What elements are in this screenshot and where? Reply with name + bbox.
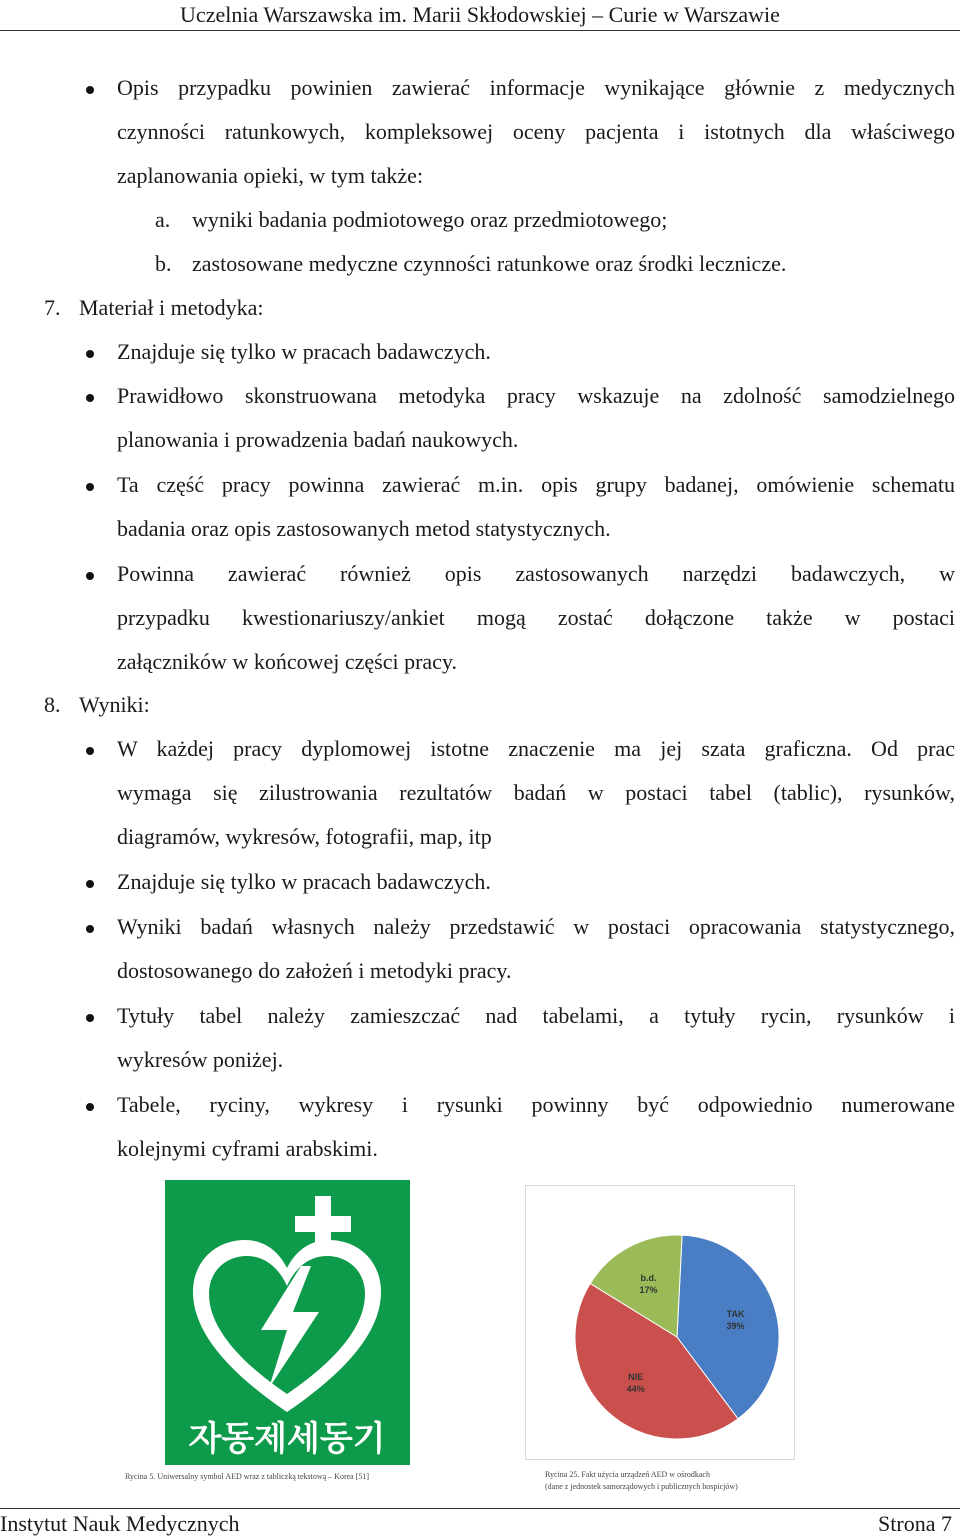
- bullet-dot: [86, 880, 94, 888]
- text-line: Znajduje się tylko w pracach badawczych.: [117, 869, 491, 894]
- bullet-dot: [86, 350, 94, 358]
- text-line: Tytuły tabel należy zamieszczać nad tabelami, a tytuły rycin, rysunków i: [117, 1003, 955, 1028]
- figure-caption-right-2: (dane z jednostek samorządowych i publicznych hospicjów): [545, 1482, 738, 1491]
- bullet-dot: [86, 394, 94, 402]
- text-line: załączników w końcowej części pracy.: [117, 649, 458, 674]
- pie-value-label: 17%: [639, 1284, 658, 1295]
- figure-caption-right-1: Rycina 25. Fakt użycia urządzeń AED w ośrodkach: [545, 1470, 710, 1479]
- text-line: dostosowanego do założeń i metodyki pracy.: [117, 958, 512, 983]
- header-rule: [0, 30, 960, 31]
- sub-marker: a.: [155, 207, 171, 232]
- text-line: badania oraz opis zastosowanych metod statystycznych.: [117, 516, 611, 541]
- text-line: diagramów, wykresów, fotografii, map, itp: [117, 824, 492, 849]
- section-number: 7.: [44, 295, 61, 320]
- text-line: Ta część pracy powinna zawierać m.in. opis grupy badanej, omówienie schematu: [117, 472, 955, 497]
- bullet-dot: [86, 1103, 94, 1111]
- korean-label: 자동제세동기: [188, 1419, 386, 1459]
- pie-chart: [525, 1185, 795, 1460]
- section-number: 8.: [44, 692, 61, 717]
- footer-institute: Instytut Nauk Medycznych: [0, 1511, 240, 1536]
- bullet-dot: [86, 483, 94, 491]
- pie-category-label: b.d.: [640, 1272, 657, 1283]
- page-header: [0, 0, 960, 30]
- text-line: wymaga się zilustrowania rezultatów badań w postaci tabel (tablic), rysunków,: [117, 780, 955, 805]
- pie-chart-figure: [525, 1185, 795, 1460]
- sub-marker: b.: [155, 251, 172, 276]
- text-line: planowania i prowadzenia badań naukowych.: [117, 427, 519, 452]
- text-line: Wyniki badań własnych należy przedstawić w postaci opracowania statystycznego,: [117, 914, 955, 939]
- section-heading: Materiał i metodyka:: [79, 295, 264, 320]
- text-line: przypadku kwestionariuszy/ankiet mogą zostać dołączone także w postaci: [117, 605, 955, 630]
- pie-category-label: NIE: [628, 1372, 644, 1383]
- pie-value-label: 39%: [726, 1321, 745, 1332]
- header-title: Uczelnia Warszawska im. Marii Skłodowskiej – Curie w Warszawie: [180, 2, 780, 27]
- bullet-dot: [86, 86, 94, 94]
- text-line: Powinna zawierać również opis zastosowanych narzędzi badawczych, w: [117, 561, 955, 586]
- footer-rule: [0, 1508, 960, 1509]
- pie-category-label: TAK: [726, 1309, 745, 1320]
- footer-page-number: Strona 7: [878, 1511, 952, 1536]
- sub-item: zastosowane medyczne czynności ratunkowe oraz środki lecznicze.: [192, 251, 787, 276]
- text-line: kolejnymi cyframi arabskimi.: [117, 1136, 378, 1161]
- text-line: zaplanowania opieki, w tym także:: [117, 163, 424, 188]
- aed-sign-graphic: [165, 1180, 410, 1465]
- text-line: Prawidłowo skonstruowana metodyka pracy wskazuje na zdolność samodzielnego: [117, 383, 955, 408]
- text-line: czynności ratunkowych, kompleksowej oceny pacjenta i istotnych dla właściwego: [117, 119, 955, 144]
- text-line: W każdej pracy dyplomowej istotne znaczenie ma jej szata graficzna. Od prac: [117, 736, 955, 761]
- text-line: Znajduje się tylko w pracach badawczych.: [117, 339, 491, 364]
- bullet-dot: [86, 747, 94, 755]
- sub-item: wyniki badania podmiotowego oraz przedmiotowego;: [192, 207, 668, 232]
- section-heading: Wyniki:: [79, 692, 150, 717]
- figure-caption-left: Rycina 5. Uniwersalny symbol AED wraz z tabliczką tekstową – Korea [51]: [125, 1472, 370, 1481]
- cross-horizontal: [295, 1216, 351, 1232]
- aed-sign-figure: [165, 1180, 410, 1465]
- text-line: wykresów poniżej.: [117, 1047, 284, 1072]
- bullet-dot: [86, 1014, 94, 1022]
- text-line: Opis przypadku powinien zawierać informacje wynikające głównie z medycznych: [117, 75, 955, 100]
- bullet-dot: [86, 572, 94, 580]
- text-line: Tabele, ryciny, wykresy i rysunki powinny być odpowiednio numerowane: [117, 1092, 955, 1117]
- bullet-dot: [86, 925, 94, 933]
- pie-value-label: 44%: [626, 1384, 645, 1395]
